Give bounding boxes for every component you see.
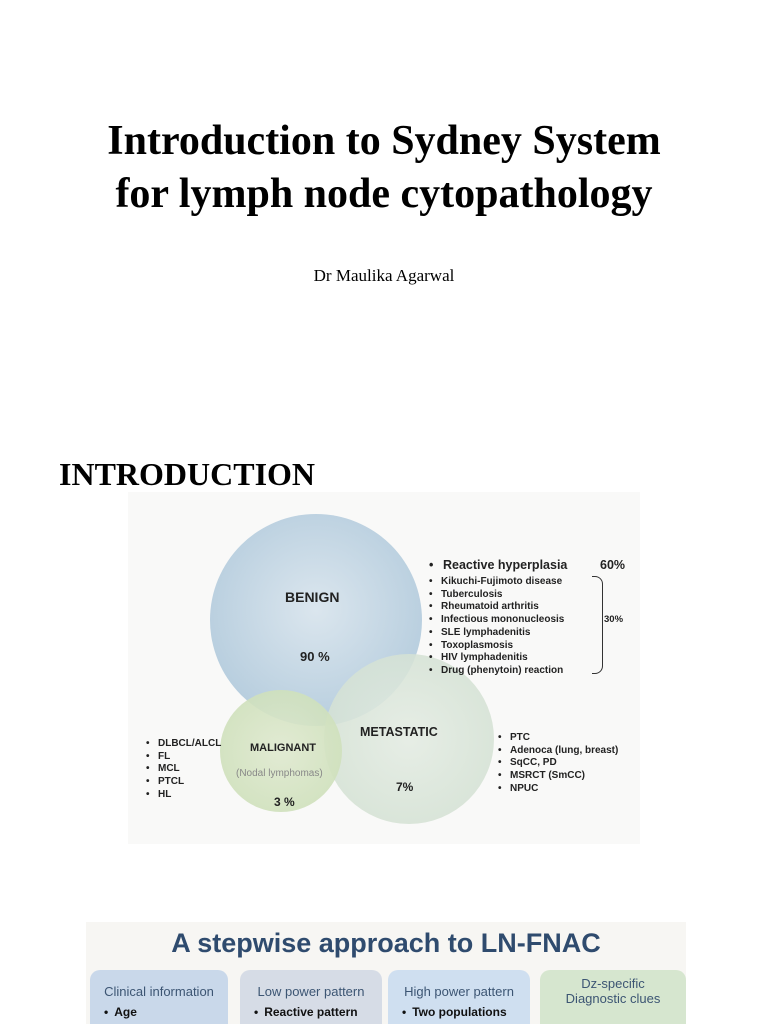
- list-item: • MCL: [146, 763, 221, 776]
- box-title: Dz-specific Diagnostic clues: [565, 976, 661, 1006]
- list-item: • DLBCL/ALCL: [146, 738, 221, 751]
- list-item: • PTCL: [146, 776, 221, 789]
- author-name: Dr Maulika Agarwal: [313, 266, 455, 285]
- box-title: High power pattern: [404, 984, 514, 999]
- list-item: • Rheumatoid arthritis: [429, 601, 564, 614]
- list-item: • Drug (phenytoin) reaction: [429, 665, 564, 678]
- stepwise-title: A stepwise approach to LN-FNAC: [171, 928, 601, 958]
- benign-percent: 90 %: [300, 649, 330, 664]
- malignant-percent: 3 %: [274, 795, 295, 809]
- benign-causes-percent: 30%: [604, 614, 624, 625]
- list-item: • SqCC, PD: [498, 757, 618, 770]
- malignant-label: MALIGNANT: [250, 742, 316, 754]
- stepwise-approach-figure: [86, 922, 686, 1024]
- list-item: • Infectious mononucleosis: [429, 614, 564, 627]
- brace-icon: [592, 576, 603, 674]
- box-item: • Reactive pattern: [240, 1005, 382, 1019]
- benign-label: BENIGN: [285, 589, 340, 605]
- malignant-list: [146, 738, 221, 802]
- reactive-hyperplasia-label: • Reactive hyperplasia: [429, 558, 568, 572]
- low-power-pattern-box: [240, 970, 382, 1024]
- diagnostic-clues-box: [540, 970, 686, 1024]
- clinical-information-box: [90, 970, 228, 1024]
- list-item: • HIV lymphadenitis: [429, 652, 564, 665]
- list-item: • HL: [146, 789, 221, 802]
- venn-diagram: [128, 492, 640, 844]
- list-item: • Tuberculosis: [429, 589, 564, 602]
- box-title: Clinical information: [104, 984, 214, 999]
- list-item: • FL: [146, 751, 221, 764]
- reactive-hyperplasia-percent: 60%: [600, 558, 626, 572]
- metastatic-label: METASTATIC: [360, 725, 438, 739]
- slide-title: [0, 115, 768, 221]
- list-item: • SLE lymphadenitis: [429, 627, 564, 640]
- list-item: • NPUC: [498, 783, 618, 796]
- section-heading: INTRODUCTION: [59, 456, 316, 492]
- list-item: • MSRCT (SmCC): [498, 770, 618, 783]
- box-title: Low power pattern: [257, 984, 365, 999]
- metastatic-circle: [324, 654, 494, 824]
- box-item: • Two populations: [388, 1005, 530, 1019]
- list-item: • Adenoca (lung, breast): [498, 745, 618, 758]
- metastatic-percent: 7%: [396, 780, 414, 794]
- title-line-2: for lymph node cytopathology: [115, 171, 653, 217]
- title-line-1: Introduction to Sydney System: [107, 118, 661, 164]
- list-item: • PTC: [498, 732, 618, 745]
- high-power-pattern-box: [388, 970, 530, 1024]
- malignant-sublabel: (Nodal lymphomas): [236, 768, 323, 779]
- list-item: • Kikuchi-Fujimoto disease: [429, 576, 564, 589]
- list-item: • Toxoplasmosis: [429, 640, 564, 653]
- box-item: • Age: [90, 1005, 228, 1019]
- benign-causes-list: [429, 576, 564, 678]
- metastatic-list: [498, 732, 618, 796]
